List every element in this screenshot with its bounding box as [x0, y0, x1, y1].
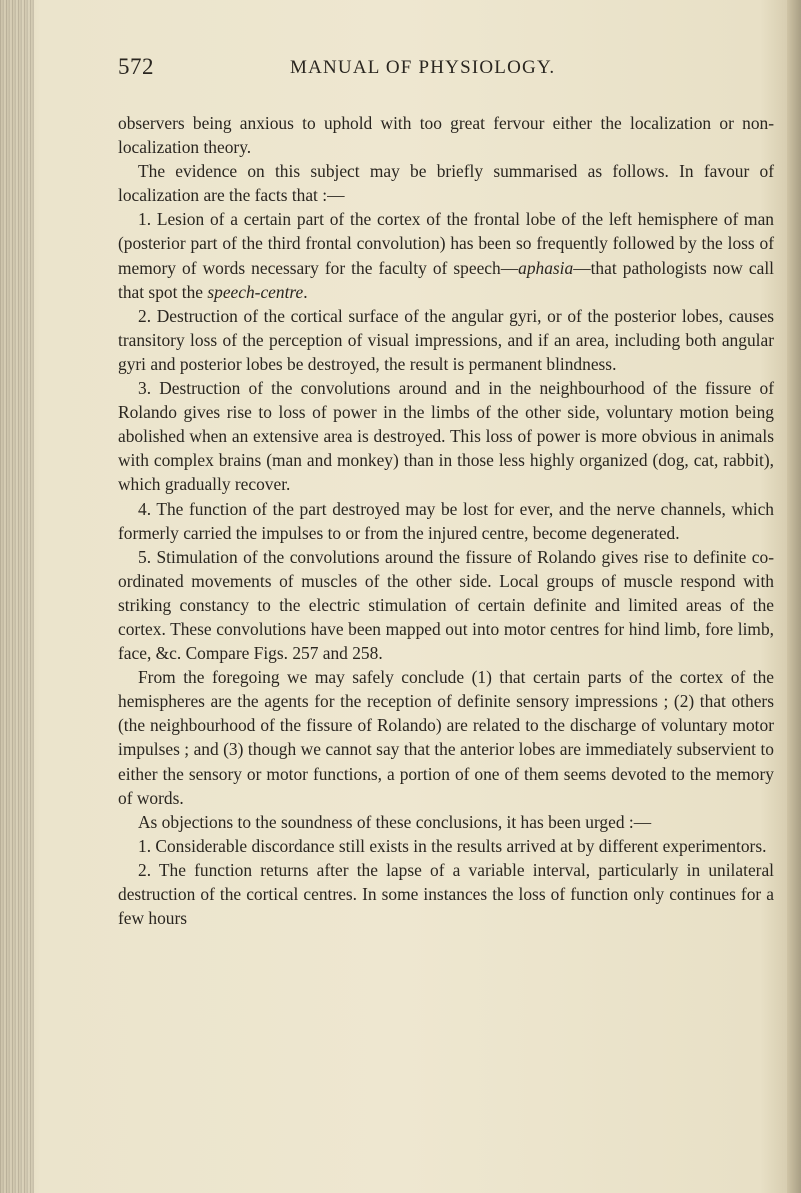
page-number: 572 — [118, 54, 154, 79]
speech-centre-term: speech-centre — [207, 281, 304, 302]
paragraph: As objections to the soundness of these conclusions, it has been urged :— — [138, 811, 652, 832]
paragraph: 2. Destruction of the cortical surface of the angular gyri, or of the posterior lobes, causes transitory loss of the perception of visual impressions, and if an area, including both angular gyri and posterior lobes be destroyed, the result is permanent blindness. — [118, 305, 774, 374]
paragraph: 4. The function of the part destroyed may be lost for ever, and the nerve channels, which formerly carried the impulses to or from the injured centre, become degenerated. — [118, 498, 774, 543]
page-edge-shadow — [787, 0, 801, 1193]
paragraph-text: . — [303, 281, 308, 302]
paragraph-text: —that pathologists now call that spot the — [118, 257, 774, 302]
paragraph: 1. Considerable discordance still exists in the results arrived at by different experimentors. — [138, 835, 767, 856]
paragraph: 5. Stimulation of the convolutions around the fissure of Rolando gives rise to definite co-ordinated movements of muscles of the other side. Local groups of muscle respond with striking constancy to the electric stimulation of certain definite and limited areas of the cortex. These convolutions have been mapped out into motor centres for hind limb, fore limb, face, &c. Compare Figs. 257 and 258. — [118, 546, 774, 664]
body-text — [118, 111, 774, 930]
paragraph — [118, 207, 774, 303]
aphasia-term: aphasia — [518, 257, 574, 278]
binding-gutter — [0, 0, 34, 1193]
paragraph: The evidence on this subject may be briefly summarised as follows. In favour of localization are the facts that :— — [118, 161, 774, 206]
paragraph: 3. Destruction of the convolutions around and in the neighbourhood of the fissure of Rolando gives rise to loss of power in the limbs of the other side, voluntary motion being abolished when an extensive area is destroyed. This loss of power is more obvious in animals with complex brains (man and monkey) than in those less highly organized (dog, cat, rabbit), which gradually recover. — [118, 378, 774, 495]
running-head: MANUAL OF PHYSIOLOGY. — [290, 57, 556, 78]
paragraph-text: 1. Lesion of a certain part of the cortex of the frontal lobe of the left hemisphere of man (posterior part of the third frontal convolution) has been so frequently followed by the loss of memory of words necessary for the faculty of speech— — [118, 209, 774, 278]
paragraph: From the foregoing we may safely conclude (1) that certain parts of the cortex of the hemispheres are the agents for the reception of definite sensory impressions ; (2) that others (the neighbourhood of the fissure of Rolando) are related to the discharge of voluntary motor impulses ; and (3) though we cannot say that the anterior lobes are immediately subservient to either the sensory or motor functions, a portion of one of them seems devoted to the memory of words. — [118, 667, 774, 808]
paragraph: observers being anxious to uphold with too great fervour either the localization or non-localization theory. — [118, 113, 774, 158]
paragraph: 2. The function returns after the lapse of a variable interval, particularly in unilateral destruction of the cortical centres. In some instances the loss of function only continues for a few hours — [118, 859, 774, 929]
page-header — [118, 54, 778, 84]
